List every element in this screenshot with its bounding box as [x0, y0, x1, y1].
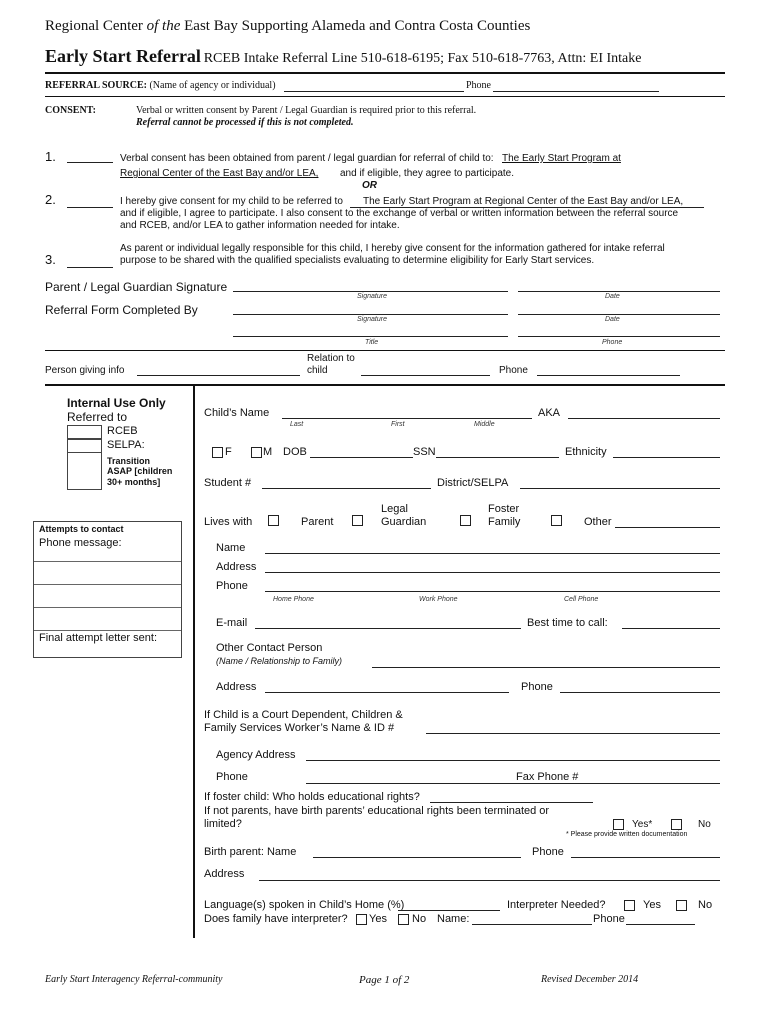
consent-num-3: 3. [45, 252, 56, 267]
family-interp-no-label: No [412, 913, 427, 925]
student-label: Student # [204, 477, 252, 489]
rceb-checkbox[interactable] [67, 425, 102, 439]
person-phone-label: Phone [499, 365, 528, 376]
contact-name-label: Name [216, 542, 246, 554]
guardian-checkbox[interactable] [352, 515, 363, 526]
foster-terminated-label: If not parents, have birth parents’ educational rights been terminated or [204, 805, 550, 817]
person-phone-field[interactable] [537, 375, 680, 376]
cell-phone-caption: Cell Phone [564, 596, 599, 603]
ssn-label: SSN [413, 446, 436, 458]
footer-page: Page 1 of 2 [359, 974, 410, 986]
relation-label-1: Relation to [307, 353, 355, 364]
header-counties: East Bay Supporting Alameda and Contra Costa Counties [180, 18, 531, 34]
person-info-field[interactable] [137, 375, 300, 376]
footer-left: Early Start Interagency Referral-community [45, 974, 223, 985]
parent-date-caption: Date [605, 293, 620, 300]
consent-or: OR [362, 180, 377, 191]
birth-parent-label: Birth parent: Name [204, 846, 297, 858]
contact-phone-field[interactable] [265, 591, 720, 592]
signature-rule [45, 350, 725, 351]
other-phone-label: Phone [521, 681, 553, 693]
consent-3-text-b: purpose to be shared with the qualified specialists evaluating to determine eligibility for Early Start services. [120, 255, 595, 266]
parent-label: Parent [301, 516, 334, 528]
foster-rights-label: If foster child: Who holds educational rights? [204, 791, 420, 803]
attempt-line-4[interactable] [34, 630, 181, 631]
subtitle-text: RCEB Intake Referral Line 510-618-6195; Fax 510-618-7763, Attn: EI Intake [203, 51, 642, 66]
phone-message-label: Phone message: [39, 537, 122, 549]
referral-rule [45, 96, 725, 97]
consent-num-1: 1. [45, 149, 56, 164]
consent-2-text-b: and if eligible, I agree to participate. I also consent to the exchange of verbal or written information between the referral source [120, 208, 679, 219]
family-interp-yes-checkbox[interactable] [356, 914, 367, 925]
header-line1 [45, 18, 530, 35]
birth-parent-address-field[interactable] [259, 880, 720, 881]
person-info-rule [45, 384, 725, 386]
foster-rights-field[interactable] [430, 802, 593, 803]
consent-1-text: Verbal consent has been obtained from parent / legal guardian for referral of child to: [120, 153, 494, 164]
person-info-label: Person giving info [45, 365, 125, 376]
attempt-line-1[interactable] [34, 561, 181, 562]
completed-date-caption: Date [605, 316, 620, 323]
foster-checkbox[interactable] [460, 515, 471, 526]
documentation-note: * Please provide written documentation [566, 831, 688, 838]
email-field[interactable] [255, 628, 521, 629]
parent-signature-field[interactable] [233, 291, 508, 292]
ethnicity-label: Ethnicity [565, 446, 607, 458]
transition-checkbox[interactable] [67, 452, 102, 490]
internal-use-title: Internal Use Only [67, 396, 166, 410]
referred-to-label: Referred to [67, 410, 128, 424]
final-attempt-label: Final attempt letter sent: [39, 632, 157, 644]
other-address-field[interactable] [265, 692, 509, 693]
consent-1-fill2: Regional Center of the East Bay and/or LEA, [120, 168, 319, 179]
work-phone-caption: Work Phone [419, 596, 458, 603]
district-label: District/SELPA [437, 477, 509, 489]
header-of-the: of the [146, 18, 181, 34]
agency-phone-field[interactable] [306, 783, 720, 784]
contact-name-field[interactable] [265, 553, 720, 554]
referral-source-field[interactable] [284, 91, 464, 92]
guardian-label-2: Guardian [381, 516, 427, 528]
completed-phone-field[interactable] [518, 336, 720, 337]
interpreter-name-label: Name: [437, 913, 470, 925]
birth-parent-field[interactable] [313, 857, 521, 858]
contact-phone-label: Phone [216, 580, 248, 592]
completed-phone-caption: Phone [602, 339, 623, 346]
referral-phone-field[interactable] [493, 91, 659, 92]
aka-field[interactable] [568, 418, 720, 419]
other-label: Other [584, 516, 612, 528]
male-label: M [263, 446, 273, 458]
footer-revised: Revised December 2014 [541, 974, 639, 985]
rights-yes-label: Yes* [632, 819, 653, 830]
other-phone-field[interactable] [560, 692, 720, 693]
consent-3-initial[interactable] [67, 267, 113, 268]
family-interpreter-label: Does family have interpreter? [204, 913, 348, 925]
consent-num-2: 2. [45, 192, 56, 207]
attempt-line-3[interactable] [34, 607, 181, 608]
interpreter-yes-label: Yes [643, 899, 661, 911]
contact-address-field[interactable] [265, 572, 720, 573]
other-contact-field[interactable] [372, 667, 720, 668]
title-text: Early Start Referral [45, 46, 201, 66]
other-contact-label: Other Contact Person [216, 642, 323, 654]
rceb-label: RCEB [107, 425, 138, 437]
completed-signature-caption: Signature [357, 316, 387, 323]
referral-phone-label: Phone [466, 80, 491, 91]
fax-label: Fax Phone # [516, 771, 579, 783]
district-field[interactable] [520, 488, 720, 489]
consent-label: CONSENT: [45, 105, 96, 116]
interpreter-name-field[interactable] [472, 924, 592, 925]
child-name-field[interactable] [282, 418, 532, 419]
other-field[interactable] [615, 527, 720, 528]
lives-with-label: Lives with [204, 516, 253, 528]
consent-text1: Verbal or written consent by Parent / Legal Guardian is required prior to this referral. [136, 105, 477, 116]
birth-parent-address-label: Address [204, 868, 245, 880]
consent-text2: Referral cannot be processed if this is not completed. [136, 117, 354, 128]
consent-1-text-b: and if eligible, they agree to participate. [340, 168, 514, 179]
referral-source-hint: (Name of agency or individual) [149, 80, 276, 91]
completed-signature-field[interactable] [233, 314, 508, 315]
interpreter-phone-field[interactable] [626, 924, 695, 925]
consent-2-text-c: and RCEB, and/or LEA to gather information needed for intake. [120, 220, 400, 231]
selpa-checkbox[interactable] [67, 439, 102, 453]
last-caption: Last [290, 421, 304, 428]
transition-label-2: ASAP [children [107, 466, 173, 476]
interpreter-no-checkbox[interactable] [676, 900, 687, 911]
header-org: Regional Center [45, 18, 147, 34]
rights-no-label: No [698, 819, 711, 830]
email-label: E-mail [216, 617, 248, 629]
transition-label-3: 30+ months] [107, 477, 161, 487]
interpreter-phone-label: Phone [593, 913, 625, 925]
first-caption: First [391, 421, 405, 428]
attempts-label: Attempts to contact [39, 524, 124, 534]
ethnicity-field[interactable] [613, 457, 720, 458]
completed-title-caption: Title [365, 339, 379, 346]
court-worker-field[interactable] [426, 733, 720, 734]
foster-label-2: Family [488, 516, 521, 528]
page-title [45, 46, 641, 67]
ssn-field[interactable] [436, 457, 559, 458]
child-name-label: Child’s Name [204, 407, 270, 419]
agency-address-label: Agency Address [216, 749, 296, 761]
other-address-label: Address [216, 681, 257, 693]
best-time-field[interactable] [622, 628, 720, 629]
interpreter-label: Interpreter Needed? [507, 899, 606, 911]
rights-no-checkbox[interactable] [671, 819, 682, 830]
family-interp-yes-label: Yes [369, 913, 387, 925]
agency-address-field[interactable] [306, 760, 720, 761]
parent-signature-caption: Signature [357, 293, 387, 300]
student-field[interactable] [262, 488, 431, 489]
rights-yes-checkbox[interactable] [613, 819, 624, 830]
birth-parent-phone-field[interactable] [571, 857, 720, 858]
completed-date-field[interactable] [518, 314, 720, 315]
consent-2-text: I hereby give consent for my child to be referred to [120, 196, 343, 207]
aka-label: AKA [538, 407, 561, 419]
column-divider [193, 386, 195, 938]
dob-label: DOB [283, 446, 307, 458]
language-field[interactable] [398, 910, 500, 911]
birth-parent-phone-label: Phone [532, 846, 564, 858]
completed-by-label: Referral Form Completed By [45, 303, 198, 317]
parent-date-field[interactable] [518, 291, 720, 292]
female-label: F [225, 446, 232, 458]
other-contact-hint: (Name / Relationship to Family) [216, 656, 343, 666]
agency-phone-label: Phone [216, 771, 248, 783]
family-interp-no-checkbox[interactable] [398, 914, 409, 925]
middle-caption: Middle [474, 421, 495, 428]
parent-signature-label: Parent / Legal Guardian Signature [45, 280, 228, 294]
other-checkbox[interactable] [551, 515, 562, 526]
court-label-1: If Child is a Court Dependent, Children & [204, 709, 403, 721]
completed-title-field[interactable] [233, 336, 508, 337]
court-label-2: Family Services Worker’s Name & ID # [204, 722, 395, 734]
guardian-label-1: Legal [381, 503, 408, 515]
foster-label-1: Foster [488, 503, 520, 515]
contact-address-label: Address [216, 561, 257, 573]
consent-3-text-a: As parent or individual legally responsible for this child, I hereby give consent for the information gathered for intake referral [120, 243, 665, 254]
foster-limited-label: limited? [204, 818, 242, 830]
parent-checkbox[interactable] [268, 515, 279, 526]
relation-label-2: child [307, 365, 328, 376]
best-time-label: Best time to call: [527, 617, 608, 629]
consent-1-fill1: The Early Start Program at [502, 153, 621, 164]
interpreter-no-label: No [698, 899, 713, 911]
consent-2-fill: The Early Start Program at Regional Center of the East Bay and/or LEA, [363, 196, 684, 207]
male-checkbox[interactable] [251, 447, 262, 458]
attempt-line-2[interactable] [34, 584, 181, 585]
referral-source-label: REFERRAL SOURCE: [45, 80, 147, 91]
consent-1-initial[interactable] [67, 162, 113, 163]
dob-field[interactable] [310, 457, 413, 458]
language-label: Language(s) spoken in Child’s Home (%) [204, 899, 405, 911]
interpreter-yes-checkbox[interactable] [624, 900, 635, 911]
relation-field[interactable] [361, 375, 490, 376]
home-phone-caption: Home Phone [273, 596, 314, 603]
female-checkbox[interactable] [212, 447, 223, 458]
header-rule [45, 72, 725, 74]
referral-source-row [45, 80, 276, 91]
transition-label-1: Transition [107, 456, 151, 466]
selpa-label: SELPA: [107, 439, 145, 451]
consent-2-initial[interactable] [67, 207, 113, 208]
